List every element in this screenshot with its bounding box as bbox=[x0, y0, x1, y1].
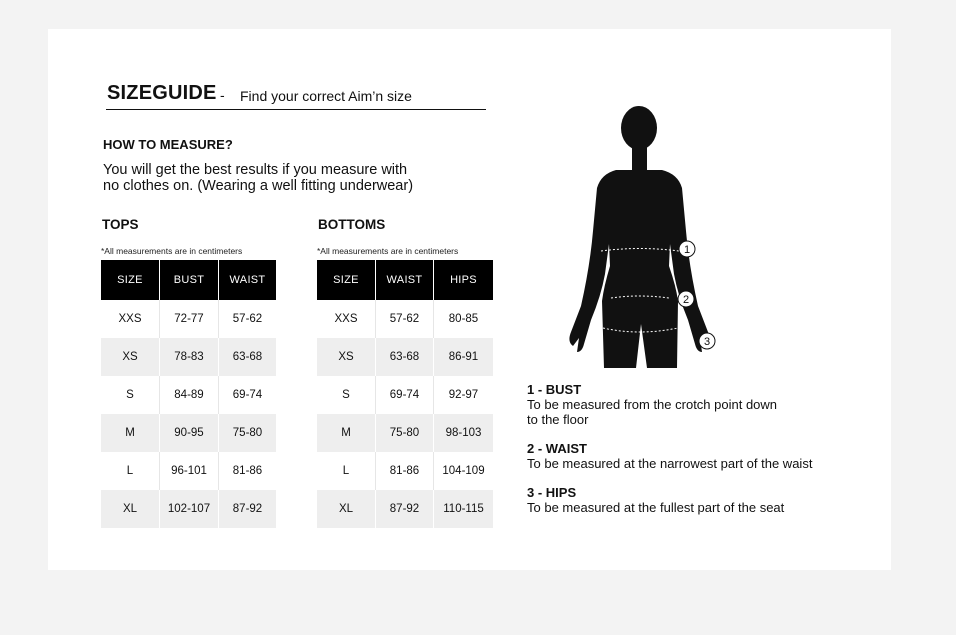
waist-cell: 87-92 bbox=[219, 490, 277, 528]
legend-waist-heading: 2 - WAIST bbox=[527, 441, 587, 456]
size-guide-card bbox=[48, 29, 891, 570]
waist-cell: 69-74 bbox=[376, 376, 434, 414]
size-cell: L bbox=[317, 452, 376, 490]
bust-cell: 84-89 bbox=[160, 376, 219, 414]
hips-cell: 98-103 bbox=[434, 414, 494, 452]
legend-waist-text-1: To be measured at the narrowest part of the waist bbox=[527, 456, 813, 471]
silhouette-icon bbox=[569, 106, 709, 368]
size-cell: M bbox=[101, 414, 160, 452]
waist-cell: 57-62 bbox=[219, 300, 277, 338]
table-row bbox=[101, 338, 276, 376]
legend-hips bbox=[527, 485, 784, 515]
size-cell: XXS bbox=[101, 300, 160, 338]
table-row bbox=[317, 376, 493, 414]
waist-cell: 87-92 bbox=[376, 490, 434, 528]
waist-cell: 63-68 bbox=[376, 338, 434, 376]
page-subtitle: Find your correct Aim’n size bbox=[240, 88, 412, 104]
hips-cell: 104-109 bbox=[434, 452, 494, 490]
hips-cell: 92-97 bbox=[434, 376, 494, 414]
bottoms-header-row bbox=[317, 260, 493, 300]
hips-cell: 80-85 bbox=[434, 300, 494, 338]
size-cell: M bbox=[317, 414, 376, 452]
legend-hips-heading: 3 - HIPS bbox=[527, 485, 577, 500]
table-row bbox=[101, 414, 276, 452]
tops-size-table bbox=[101, 260, 276, 528]
tops-col-size: SIZE bbox=[101, 260, 160, 300]
how-to-measure-heading: HOW TO MEASURE? bbox=[103, 137, 233, 152]
table-row bbox=[317, 452, 493, 490]
intro-line-2: no clothes on. (Wearing a well fitting underwear) bbox=[103, 178, 414, 194]
tops-header-row bbox=[101, 260, 276, 300]
size-cell: XS bbox=[101, 338, 160, 376]
page-title: SIZEGUIDE bbox=[107, 82, 217, 104]
waist-cell: 81-86 bbox=[376, 452, 434, 490]
bust-cell: 96-101 bbox=[160, 452, 219, 490]
how-to-measure-text bbox=[103, 162, 483, 194]
marker-1-label: 1 bbox=[683, 244, 691, 256]
waist-cell: 75-80 bbox=[219, 414, 277, 452]
bottoms-col-hips: HIPS bbox=[434, 260, 494, 300]
table-row bbox=[317, 300, 493, 338]
legend-bust bbox=[527, 382, 777, 427]
table-row bbox=[101, 452, 276, 490]
waist-cell: 57-62 bbox=[376, 300, 434, 338]
bust-cell: 78-83 bbox=[160, 338, 219, 376]
size-cell: XL bbox=[101, 490, 160, 528]
table-row bbox=[317, 414, 493, 452]
table-row bbox=[101, 300, 276, 338]
tops-col-waist: WAIST bbox=[219, 260, 277, 300]
marker-2-label: 2 bbox=[682, 294, 690, 306]
size-cell: S bbox=[101, 376, 160, 414]
table-row bbox=[317, 490, 493, 528]
table-row bbox=[101, 376, 276, 414]
size-cell: XS bbox=[317, 338, 376, 376]
legend-hips-text-1: To be measured at the fullest part of the seat bbox=[527, 500, 785, 515]
legend-bust-text-2: to the floor bbox=[527, 412, 589, 427]
tops-col-bust: BUST bbox=[160, 260, 219, 300]
bust-cell: 90-95 bbox=[160, 414, 219, 452]
size-cell: XL bbox=[317, 490, 376, 528]
body-silhouette-figure bbox=[556, 106, 726, 368]
size-cell: XXS bbox=[317, 300, 376, 338]
bust-cell: 72-77 bbox=[160, 300, 219, 338]
title-separator: - bbox=[220, 87, 225, 103]
bust-cell: 102-107 bbox=[160, 490, 219, 528]
size-cell: L bbox=[101, 452, 160, 490]
waist-cell: 75-80 bbox=[376, 414, 434, 452]
marker-3-label: 3 bbox=[703, 336, 711, 348]
bottoms-heading: BOTTOMS bbox=[318, 217, 386, 232]
table-row bbox=[101, 490, 276, 528]
waist-cell: 69-74 bbox=[219, 376, 277, 414]
size-guide-header bbox=[106, 81, 486, 110]
tops-note: *All measurements are in centimeters bbox=[101, 246, 243, 256]
tops-heading: TOPS bbox=[102, 217, 139, 232]
intro-line-1: You will get the best results if you measure with bbox=[103, 162, 408, 178]
waist-cell: 63-68 bbox=[219, 338, 277, 376]
table-row bbox=[317, 338, 493, 376]
legend-bust-heading: 1 - BUST bbox=[527, 382, 582, 397]
bottoms-note: *All measurements are in centimeters bbox=[317, 246, 459, 256]
hips-cell: 86-91 bbox=[434, 338, 494, 376]
hips-cell: 110-115 bbox=[434, 490, 494, 528]
size-cell: S bbox=[317, 376, 376, 414]
legend-waist bbox=[527, 441, 812, 471]
legend-bust-text-1: To be measured from the crotch point down bbox=[527, 397, 778, 412]
waist-cell: 81-86 bbox=[219, 452, 277, 490]
bottoms-col-size: SIZE bbox=[317, 260, 376, 300]
bottoms-col-waist: WAIST bbox=[376, 260, 434, 300]
bottoms-size-table bbox=[317, 260, 493, 528]
